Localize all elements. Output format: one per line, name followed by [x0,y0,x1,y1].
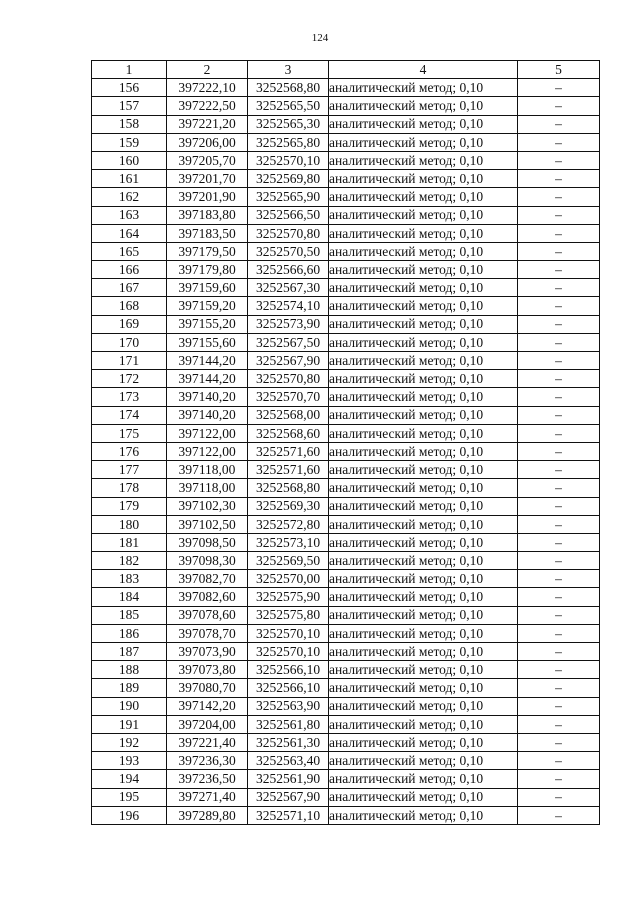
table-row [92,242,600,260]
method-cell: аналитический метод; 0,10 [329,133,518,151]
method-cell: аналитический метод; 0,10 [329,697,518,715]
y-coordinate-cell: 3252572,80 [248,515,329,533]
x-coordinate-cell: 397179,80 [167,261,248,279]
method-cell: аналитический метод; 0,10 [329,206,518,224]
method-cell: аналитический метод; 0,10 [329,170,518,188]
y-coordinate-cell: 3252575,90 [248,588,329,606]
dash-cell: – [518,370,600,388]
method-cell: аналитический метод; 0,10 [329,97,518,115]
point-number-cell: 156 [92,79,167,97]
y-coordinate-cell: 3252568,80 [248,479,329,497]
method-cell: аналитический метод; 0,10 [329,624,518,642]
point-number-cell: 166 [92,261,167,279]
y-coordinate-cell: 3252566,60 [248,261,329,279]
method-cell: аналитический метод; 0,10 [329,461,518,479]
y-coordinate-cell: 3252565,80 [248,133,329,151]
table-row [92,279,600,297]
method-cell: аналитический метод; 0,10 [329,788,518,806]
table-row [92,788,600,806]
x-coordinate-cell: 397098,30 [167,552,248,570]
y-coordinate-cell: 3252567,50 [248,333,329,351]
y-coordinate-cell: 3252567,90 [248,352,329,370]
dash-cell: – [518,151,600,169]
point-number-cell: 182 [92,552,167,570]
point-number-cell: 178 [92,479,167,497]
table-row [92,97,600,115]
point-number-cell: 168 [92,297,167,315]
y-coordinate-cell: 3252571,60 [248,442,329,460]
point-number-cell: 177 [92,461,167,479]
method-cell: аналитический метод; 0,10 [329,333,518,351]
point-number-cell: 174 [92,406,167,424]
table-row [92,115,600,133]
y-coordinate-cell: 3252563,90 [248,697,329,715]
point-number-cell: 163 [92,206,167,224]
table-row [92,588,600,606]
method-cell: аналитический метод; 0,10 [329,479,518,497]
y-coordinate-cell: 3252569,50 [248,552,329,570]
table-row [92,570,600,588]
table-row [92,406,600,424]
method-cell: аналитический метод; 0,10 [329,588,518,606]
x-coordinate-cell: 397201,70 [167,170,248,188]
method-cell: аналитический метод; 0,10 [329,151,518,169]
method-cell: аналитический метод; 0,10 [329,570,518,588]
header-col-5: 5 [518,61,600,79]
dash-cell: – [518,552,600,570]
method-cell: аналитический метод; 0,10 [329,370,518,388]
dash-cell: – [518,497,600,515]
point-number-cell: 157 [92,97,167,115]
y-coordinate-cell: 3252570,80 [248,224,329,242]
y-coordinate-cell: 3252570,70 [248,388,329,406]
y-coordinate-cell: 3252567,90 [248,788,329,806]
y-coordinate-cell: 3252568,00 [248,406,329,424]
table-row [92,552,600,570]
method-cell: аналитический метод; 0,10 [329,424,518,442]
dash-cell: – [518,442,600,460]
dash-cell: – [518,733,600,751]
dash-cell: – [518,461,600,479]
x-coordinate-cell: 397179,50 [167,242,248,260]
y-coordinate-cell: 3252566,50 [248,206,329,224]
dash-cell: – [518,406,600,424]
x-coordinate-cell: 397102,30 [167,497,248,515]
method-cell: аналитический метод; 0,10 [329,315,518,333]
x-coordinate-cell: 397118,00 [167,461,248,479]
point-number-cell: 173 [92,388,167,406]
y-coordinate-cell: 3252566,10 [248,661,329,679]
dash-cell: – [518,297,600,315]
x-coordinate-cell: 397140,20 [167,406,248,424]
dash-cell: – [518,533,600,551]
table-row [92,752,600,770]
x-coordinate-cell: 397204,00 [167,715,248,733]
method-cell: аналитический метод; 0,10 [329,770,518,788]
dash-cell: – [518,206,600,224]
x-coordinate-cell: 397142,20 [167,697,248,715]
table-row [92,424,600,442]
table-row [92,624,600,642]
y-coordinate-cell: 3252566,10 [248,679,329,697]
header-col-4: 4 [329,61,518,79]
table-row [92,715,600,733]
table-body [92,79,600,825]
x-coordinate-cell: 397144,20 [167,370,248,388]
y-coordinate-cell: 3252574,10 [248,297,329,315]
dash-cell: – [518,570,600,588]
point-number-cell: 175 [92,424,167,442]
x-coordinate-cell: 397222,10 [167,79,248,97]
x-coordinate-cell: 397155,60 [167,333,248,351]
y-coordinate-cell: 3252561,30 [248,733,329,751]
y-coordinate-cell: 3252570,10 [248,151,329,169]
point-number-cell: 160 [92,151,167,169]
x-coordinate-cell: 397144,20 [167,352,248,370]
point-number-cell: 165 [92,242,167,260]
point-number-cell: 181 [92,533,167,551]
y-coordinate-cell: 3252570,80 [248,370,329,388]
y-coordinate-cell: 3252563,40 [248,752,329,770]
dash-cell: – [518,643,600,661]
x-coordinate-cell: 397159,60 [167,279,248,297]
point-number-cell: 186 [92,624,167,642]
x-coordinate-cell: 397122,00 [167,442,248,460]
x-coordinate-cell: 397205,70 [167,151,248,169]
y-coordinate-cell: 3252568,60 [248,424,329,442]
y-coordinate-cell: 3252570,10 [248,624,329,642]
table-row [92,679,600,697]
table-row [92,479,600,497]
dash-cell: – [518,388,600,406]
x-coordinate-cell: 397206,00 [167,133,248,151]
table-row [92,133,600,151]
x-coordinate-cell: 397159,20 [167,297,248,315]
method-cell: аналитический метод; 0,10 [329,242,518,260]
table-row [92,515,600,533]
method-cell: аналитический метод; 0,10 [329,752,518,770]
method-cell: аналитический метод; 0,10 [329,297,518,315]
x-coordinate-cell: 397221,20 [167,115,248,133]
x-coordinate-cell: 397073,80 [167,661,248,679]
method-cell: аналитический метод; 0,10 [329,279,518,297]
x-coordinate-cell: 397221,40 [167,733,248,751]
method-cell: аналитический метод; 0,10 [329,515,518,533]
point-number-cell: 180 [92,515,167,533]
header-col-1: 1 [92,61,167,79]
method-cell: аналитический метод; 0,10 [329,497,518,515]
x-coordinate-cell: 397102,50 [167,515,248,533]
method-cell: аналитический метод; 0,10 [329,388,518,406]
point-number-cell: 176 [92,442,167,460]
x-coordinate-cell: 397082,70 [167,570,248,588]
point-number-cell: 179 [92,497,167,515]
y-coordinate-cell: 3252569,30 [248,497,329,515]
method-cell: аналитический метод; 0,10 [329,352,518,370]
method-cell: аналитический метод; 0,10 [329,552,518,570]
table-row [92,606,600,624]
table-row [92,79,600,97]
method-cell: аналитический метод; 0,10 [329,261,518,279]
x-coordinate-cell: 397201,90 [167,188,248,206]
table-row [92,661,600,679]
y-coordinate-cell: 3252568,80 [248,79,329,97]
method-cell: аналитический метод; 0,10 [329,406,518,424]
point-number-cell: 184 [92,588,167,606]
dash-cell: – [518,624,600,642]
y-coordinate-cell: 3252570,50 [248,242,329,260]
y-coordinate-cell: 3252570,00 [248,570,329,588]
table-row [92,697,600,715]
method-cell: аналитический метод; 0,10 [329,533,518,551]
point-number-cell: 158 [92,115,167,133]
y-coordinate-cell: 3252561,90 [248,770,329,788]
dash-cell: – [518,479,600,497]
x-coordinate-cell: 397236,30 [167,752,248,770]
dash-cell: – [518,424,600,442]
x-coordinate-cell: 397078,60 [167,606,248,624]
coordinates-table [91,60,600,825]
method-cell: аналитический метод; 0,10 [329,733,518,751]
y-coordinate-cell: 3252561,80 [248,715,329,733]
header-row [92,61,600,79]
point-number-cell: 188 [92,661,167,679]
x-coordinate-cell: 397183,80 [167,206,248,224]
x-coordinate-cell: 397140,20 [167,388,248,406]
x-coordinate-cell: 397222,50 [167,97,248,115]
table-row [92,261,600,279]
dash-cell: – [518,261,600,279]
dash-cell: – [518,806,600,824]
x-coordinate-cell: 397082,60 [167,588,248,606]
point-number-cell: 167 [92,279,167,297]
table-row [92,643,600,661]
dash-cell: – [518,352,600,370]
point-number-cell: 183 [92,570,167,588]
method-cell: аналитический метод; 0,10 [329,115,518,133]
method-cell: аналитический метод; 0,10 [329,661,518,679]
y-coordinate-cell: 3252569,80 [248,170,329,188]
method-cell: аналитический метод; 0,10 [329,679,518,697]
table-row [92,733,600,751]
point-number-cell: 159 [92,133,167,151]
point-number-cell: 187 [92,643,167,661]
method-cell: аналитический метод; 0,10 [329,715,518,733]
method-cell: аналитический метод; 0,10 [329,224,518,242]
table-row [92,461,600,479]
dash-cell: – [518,715,600,733]
table-row [92,352,600,370]
y-coordinate-cell: 3252571,60 [248,461,329,479]
page-number: 124 [311,32,329,44]
dash-cell: – [518,679,600,697]
method-cell: аналитический метод; 0,10 [329,79,518,97]
table-row [92,206,600,224]
dash-cell: – [518,333,600,351]
dash-cell: – [518,279,600,297]
dash-cell: – [518,79,600,97]
method-cell: аналитический метод; 0,10 [329,606,518,624]
y-coordinate-cell: 3252573,10 [248,533,329,551]
method-cell: аналитический метод; 0,10 [329,643,518,661]
y-coordinate-cell: 3252575,80 [248,606,329,624]
dash-cell: – [518,170,600,188]
method-cell: аналитический метод; 0,10 [329,188,518,206]
point-number-cell: 185 [92,606,167,624]
point-number-cell: 192 [92,733,167,751]
y-coordinate-cell: 3252565,30 [248,115,329,133]
point-number-cell: 193 [92,752,167,770]
y-coordinate-cell: 3252565,90 [248,188,329,206]
x-coordinate-cell: 397155,20 [167,315,248,333]
point-number-cell: 195 [92,788,167,806]
table-row [92,442,600,460]
point-number-cell: 161 [92,170,167,188]
x-coordinate-cell: 397271,40 [167,788,248,806]
dash-cell: – [518,242,600,260]
header-col-3: 3 [248,61,329,79]
dash-cell: – [518,97,600,115]
point-number-cell: 189 [92,679,167,697]
dash-cell: – [518,188,600,206]
point-number-cell: 169 [92,315,167,333]
point-number-cell: 196 [92,806,167,824]
x-coordinate-cell: 397098,50 [167,533,248,551]
table-row [92,388,600,406]
point-number-cell: 172 [92,370,167,388]
table-row [92,333,600,351]
dash-cell: – [518,224,600,242]
x-coordinate-cell: 397080,70 [167,679,248,697]
x-coordinate-cell: 397122,00 [167,424,248,442]
method-cell: аналитический метод; 0,10 [329,442,518,460]
x-coordinate-cell: 397118,00 [167,479,248,497]
y-coordinate-cell: 3252565,50 [248,97,329,115]
dash-cell: – [518,770,600,788]
table-row [92,188,600,206]
table-row [92,533,600,551]
point-number-cell: 190 [92,697,167,715]
dash-cell: – [518,588,600,606]
x-coordinate-cell: 397236,50 [167,770,248,788]
table-row [92,315,600,333]
dash-cell: – [518,752,600,770]
point-number-cell: 171 [92,352,167,370]
y-coordinate-cell: 3252571,10 [248,806,329,824]
y-coordinate-cell: 3252570,10 [248,643,329,661]
point-number-cell: 191 [92,715,167,733]
dash-cell: – [518,133,600,151]
dash-cell: – [518,661,600,679]
dash-cell: – [518,606,600,624]
dash-cell: – [518,697,600,715]
point-number-cell: 170 [92,333,167,351]
table-header [92,61,600,79]
x-coordinate-cell: 397073,90 [167,643,248,661]
dash-cell: – [518,115,600,133]
table-row [92,297,600,315]
table-row [92,806,600,824]
y-coordinate-cell: 3252573,90 [248,315,329,333]
x-coordinate-cell: 397183,50 [167,224,248,242]
header-col-2: 2 [167,61,248,79]
table-row [92,370,600,388]
y-coordinate-cell: 3252567,30 [248,279,329,297]
dash-cell: – [518,515,600,533]
x-coordinate-cell: 397289,80 [167,806,248,824]
point-number-cell: 162 [92,188,167,206]
dash-cell: – [518,315,600,333]
table-row [92,224,600,242]
x-coordinate-cell: 397078,70 [167,624,248,642]
dash-cell: – [518,788,600,806]
method-cell: аналитический метод; 0,10 [329,806,518,824]
table-row [92,770,600,788]
point-number-cell: 194 [92,770,167,788]
table-row [92,170,600,188]
table-row [92,151,600,169]
table-row [92,497,600,515]
point-number-cell: 164 [92,224,167,242]
